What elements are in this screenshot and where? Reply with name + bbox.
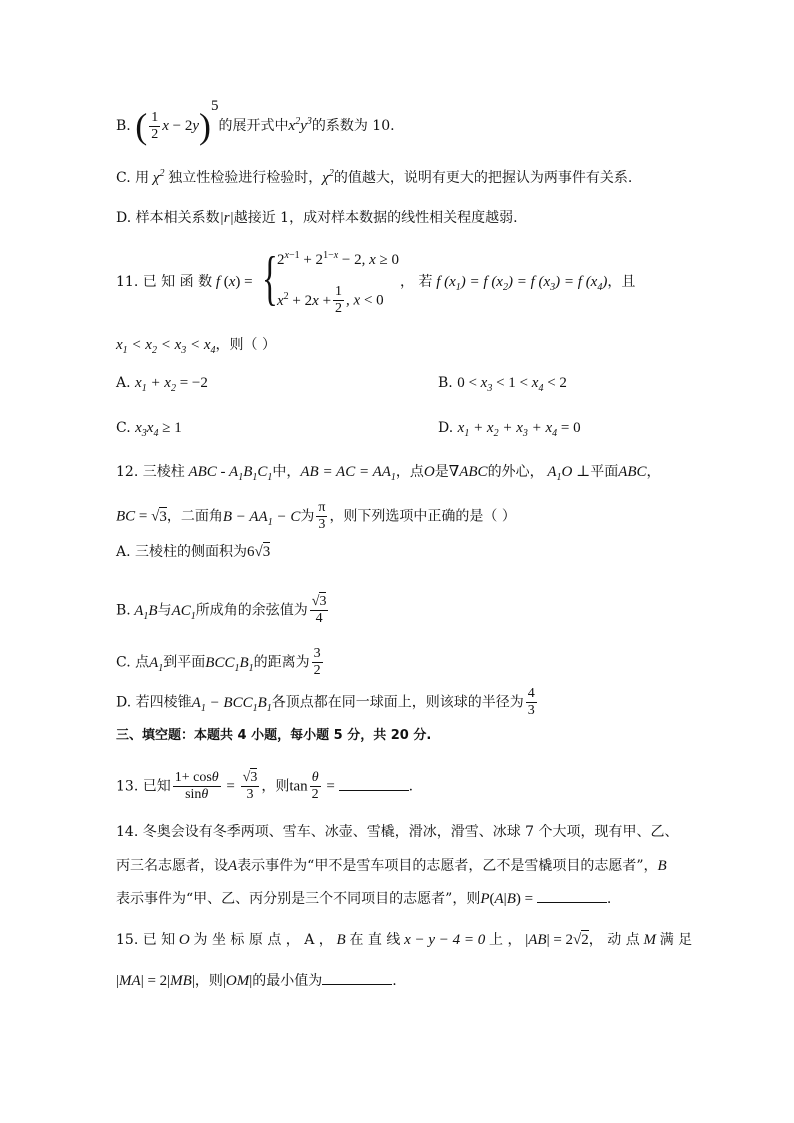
q12-option-d: D. 若四棱锥$A_1 - BCC_1B_1$各顶点都在同一球面上，则该球的半径为 $\frac{4}{3}$: [116, 686, 535, 718]
math-expr: f $(x_1) = f$ $(x_2) = f$ $(x_3) = f$ $(x_4)$: [432, 274, 608, 293]
answer-blank[interactable]: [322, 970, 392, 985]
math-expr: $\chi^2$: [149, 168, 165, 186]
piecewise-brace: {: [262, 245, 278, 311]
q11-option-a: A. $x_1 + x_2 = -2$: [116, 375, 208, 394]
question-11-condition: [400, 272, 635, 292]
math-paren: (: [135, 106, 148, 146]
q11-option-b: B. $0 < x_3 < 1 < x_4 < 2$: [438, 375, 567, 394]
q11-option-c: C. $x_3x_4 \ge 1$: [116, 420, 182, 439]
piecewise-case-1: $2^{x-1} + 2^{1-x} - 2$, x ≥ 0: [277, 250, 400, 268]
option-d-correlation: [116, 208, 518, 228]
question-13: 13. 已知 $\frac{1+ \cos\theta}{\sin\theta}$ = $\frac{√3}{3}$ ，则tan $\frac{\theta}{2}$ = .: [116, 770, 414, 802]
option-text: 的系数为 10.: [311, 118, 395, 134]
q11-option-d: D. $x_1 + x_2 + x_3 + x_4 = 0$: [438, 420, 581, 439]
question-12-line2: BC = √3，二面角$B - AA_1 - C$为 $\frac{\pi}{3}$ ，则下列选项中正确的是（ ）: [116, 500, 516, 532]
q12-option-c: C. 点$A_1$到平面$BCC_1B_1$的距离为 $\frac{3}{2}$: [116, 646, 321, 678]
question-text: ， 若: [400, 274, 433, 290]
option-label: B.: [116, 118, 131, 134]
math-expr: $x_1 < x_2 < x_3 < x_4$: [116, 337, 216, 356]
question-14-line2: 丙三名志愿者，设A表示事件为“甲不是雪车项目的志愿者，乙不是雪橇项目的志愿者”，B: [116, 858, 667, 874]
math-expr: x: [162, 118, 169, 134]
option-c-chi: [116, 168, 632, 188]
question-text: ，且: [607, 274, 636, 290]
answer-blank[interactable]: [339, 776, 409, 791]
question-14-line3: 表示事件为“甲、乙、丙分别是三个不同项目的志愿者”，则P(A|B) = .: [116, 888, 611, 909]
option-text: 越接近 1，成对样本数据的线性相关程度越弱.: [233, 210, 518, 226]
option-text: 独立性检验进行检验时，: [168, 170, 323, 186]
section-heading-fill-in: 三、填空题：本题共 4 小题，每小题 5 分，共 20 分.: [116, 728, 432, 743]
question-15-line1: 15. 已 知 O 为 坐 标 原 点 ， A ， B 在 直 线 x − y − 4 = 0 上 ， |AB| = 2√2， 动 点 M 满 足: [116, 932, 693, 948]
math-expr: $x^2y^3$: [288, 116, 312, 134]
math-expr: f: [212, 274, 224, 290]
question-11: 11. 已 知 函 数 f (x) =: [116, 274, 253, 290]
q12-option-a: A. 三棱柱的侧面积为6√3: [116, 544, 271, 560]
math-expr: |r|: [219, 210, 234, 226]
math-expr: $\chi^2$: [322, 168, 334, 186]
piecewise-case-2: $x^2 + 2x$ + $\frac{1}{2}$ , x < 0: [277, 284, 384, 316]
question-text: ，则（ ）: [215, 337, 276, 353]
option-b-binomial: B. ( $\frac{1}{2}$ x − 2y)$^5$的展开式中$x^2y^3$的系数为 10.: [116, 98, 395, 146]
answer-blank[interactable]: [537, 888, 607, 903]
option-label: D. 样本相关系数: [116, 210, 220, 226]
option-text: 的展开式中: [218, 118, 289, 134]
q12-option-b: B. $A_1B$与$AC_1$所成角的余弦值为 $\frac{√3}{4}$: [116, 594, 327, 626]
question-label: 11. 已 知 函 数: [116, 274, 213, 290]
question-11-line2: [116, 335, 276, 355]
question-12: 12. 三棱柱 ABC - $A_1B_1C_1$中，AB = AC = $AA_1$，点O是∇ABC的外心， $A_1O$ ⊥平面ABC，: [116, 464, 661, 483]
question-15-line2: |MA| = 2|MB|，则|OM|的最小值为 .: [116, 970, 397, 991]
option-text: 的值越大，说明有更大的把握认为两事件有关系.: [333, 170, 633, 186]
math-fraction: $\frac{1}{2}$: [151, 109, 159, 142]
question-14-line1: 14. 冬奥会设有冬季两项、雪车、冰壶、雪橇，滑冰，滑雪、冰球 7 个大项，现有甲、乙、: [116, 824, 679, 840]
option-label: C. 用: [116, 170, 150, 186]
